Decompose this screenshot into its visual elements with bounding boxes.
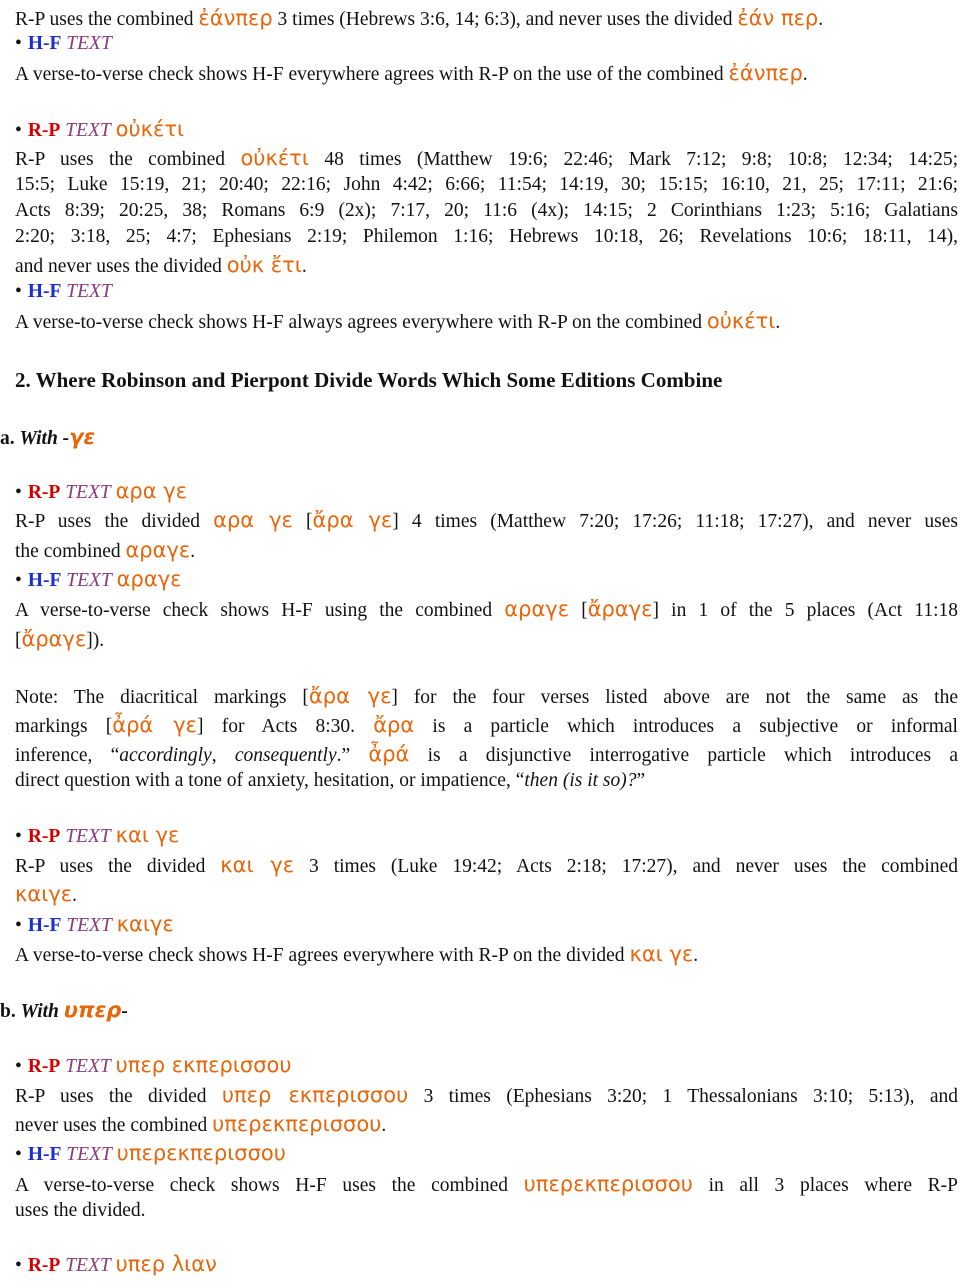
greek-word: υπερ εκπερισσου bbox=[221, 1083, 409, 1107]
greek-word: οὐκέτι bbox=[706, 309, 776, 333]
rp-text-heading: • R-P TEXT οὐκέτι bbox=[15, 117, 185, 141]
greek-word: και γε bbox=[629, 942, 694, 966]
paragraph-line: never uses the combined υπερεκπερισσου. bbox=[15, 1112, 387, 1136]
hf-text-heading: • H-F TEXT bbox=[15, 281, 112, 302]
greek-word: ἄραγε bbox=[21, 627, 87, 651]
greek-word: και γε bbox=[115, 823, 180, 847]
hf-text-heading: • H-F TEXT καιγε bbox=[15, 912, 174, 936]
paragraph-line: the combined αραγε. bbox=[15, 538, 196, 562]
greek-word: οὐκέτι bbox=[115, 117, 185, 141]
paragraph-line: R-P uses the divided και γε 3 times (Luke 19:42; Acts 2:18; 17:27), and never uses the combined bbox=[15, 853, 958, 877]
paragraph-line: A verse-to-verse check shows H-F uses the combined υπερεκπερισσου in all 3 places where R-P bbox=[15, 1172, 958, 1196]
greek-word: υπερ bbox=[63, 998, 122, 1022]
greek-word: υπερεκπερισσου bbox=[116, 1141, 286, 1165]
greek-word: ἐάνπερ bbox=[198, 6, 273, 30]
greek-word: αρα γε bbox=[115, 479, 188, 503]
paragraph-line: καιγε. bbox=[15, 882, 77, 906]
hf-text-heading: • H-F TEXT υπερεκπερισσου bbox=[15, 1141, 286, 1165]
paragraph-line: A verse-to-verse check shows H-F always agrees everywhere with R-P on the combined οὐκέτι. bbox=[15, 309, 781, 333]
greek-word: υπερ εκπερισσου bbox=[115, 1053, 292, 1077]
subsection-heading: b. With υπερ- bbox=[0, 998, 128, 1022]
note-line: markings [ἆρά γε] for Acts 8:30. ἄρα is a particle which introduces a subjective or informal bbox=[15, 713, 958, 737]
greek-word: ἆρά γε bbox=[112, 713, 198, 737]
paragraph-line: R-P uses the divided αρα γε [ἄρα γε] 4 times (Matthew 7:20; 17:26; 11:18; 17:27), and never uses bbox=[15, 508, 958, 532]
greek-word: ἐάν περ bbox=[737, 6, 819, 30]
greek-word: ἄραγε bbox=[587, 597, 653, 621]
paragraph-line: R-P uses the combined ἐάνπερ 3 times (Hebrews 3:6, 14; 6:3), and never uses the divided ἐάν περ. bbox=[15, 6, 824, 30]
section-heading: 2. Where Robinson and Pierpont Divide Words Which Some Editions Combine bbox=[15, 368, 723, 392]
rp-text-heading: • R-P TEXT και γε bbox=[15, 823, 180, 847]
greek-word: ἄρα γε bbox=[312, 508, 393, 532]
paragraph-line: and never uses the divided οὐκ ἔτι. bbox=[15, 253, 307, 277]
hf-text-heading: • H-F TEXT αραγε bbox=[15, 567, 182, 591]
hf-text-heading: • H-F TEXT bbox=[15, 33, 112, 54]
paragraph-line: Acts 8:39; 20:25, 38; Romans 6:9 (2x); 7:17, 20; 11:6 (4x); 14:15; 2 Corinthians 1:23; 5:16; Galatians bbox=[15, 200, 958, 221]
paragraph-line: R-P uses the combined οὐκέτι 48 times (Matthew 19:6; 22:46; Mark 7:12; 9:8; 10:8; 12:34; 14:25; bbox=[15, 146, 959, 170]
greek-word: αραγε bbox=[125, 538, 191, 562]
subsection-heading: a. With -γε bbox=[0, 425, 96, 449]
greek-word: γε bbox=[69, 425, 96, 449]
greek-word: ἆρά bbox=[368, 742, 410, 766]
greek-word: καιγε bbox=[15, 882, 73, 906]
greek-word: υπερ λιαν bbox=[115, 1252, 217, 1276]
paragraph-line: A verse-to-verse check shows H-F agrees everywhere with R-P on the divided και γε. bbox=[15, 942, 699, 966]
paragraph-line: R-P uses the divided υπερ εκπερισσου 3 times (Ephesians 3:20; 1 Thessalonians 3:10; 5:13), and bbox=[15, 1083, 958, 1107]
greek-word: υπερεκπερισσου bbox=[523, 1172, 693, 1196]
greek-word: οὐκ ἔτι bbox=[226, 253, 302, 277]
paragraph-line: 15:5; Luke 15:19, 21; 20:40; 22:16; John 4:42; 6:66; 11:54; 14:19, 30; 15:15; 16:10, 21, 25; 17:11; 21:6; bbox=[15, 174, 958, 195]
greek-word: οὐκέτι bbox=[240, 146, 309, 170]
rp-text-heading: • R-P TEXT αρα γε bbox=[15, 479, 188, 503]
note-line: direct question with a tone of anxiety, hesitation, or impatience, “then (is it so)?” bbox=[15, 770, 646, 791]
paragraph-line: [ἄραγε]). bbox=[15, 627, 105, 651]
greek-word: αρα γε bbox=[213, 508, 293, 532]
paragraph-line: A verse-to-verse check shows H-F using the combined αραγε [ἄραγε] in 1 of the 5 places (Act 11:18 bbox=[15, 597, 958, 621]
greek-word: υπερεκπερισσου bbox=[212, 1112, 382, 1136]
greek-word: ἐάνπερ bbox=[728, 61, 803, 85]
rp-text-heading: • R-P TEXT υπερ λιαν bbox=[15, 1252, 217, 1276]
paragraph-line: uses the divided. bbox=[15, 1200, 146, 1221]
greek-word: αραγε bbox=[116, 567, 182, 591]
greek-word: και γε bbox=[220, 853, 295, 877]
greek-word: καιγε bbox=[116, 912, 174, 936]
rp-text-heading: • R-P TEXT υπερ εκπερισσου bbox=[15, 1053, 292, 1077]
paragraph-line: A verse-to-verse check shows H-F everywhere agrees with R-P on the use of the combined ἐάνπερ. bbox=[15, 61, 808, 85]
greek-word: ἄρα γε bbox=[308, 684, 392, 708]
note-line: inference, “accordingly, consequently.” ἆρά is a disjunctive interrogative particle which introduces a bbox=[15, 742, 959, 766]
paragraph-line: 2:20; 3:18, 25; 4:7; Ephesians 2:19; Philemon 1:16; Hebrews 10:18, 26; Revelations 10:6; 18:11, 14), bbox=[15, 226, 958, 247]
greek-word: αραγε bbox=[504, 597, 570, 621]
greek-word: ἄρα bbox=[373, 713, 415, 737]
note-line: Note: The diacritical markings [ἄρα γε] for the four verses listed above are not the same as the bbox=[15, 684, 958, 708]
